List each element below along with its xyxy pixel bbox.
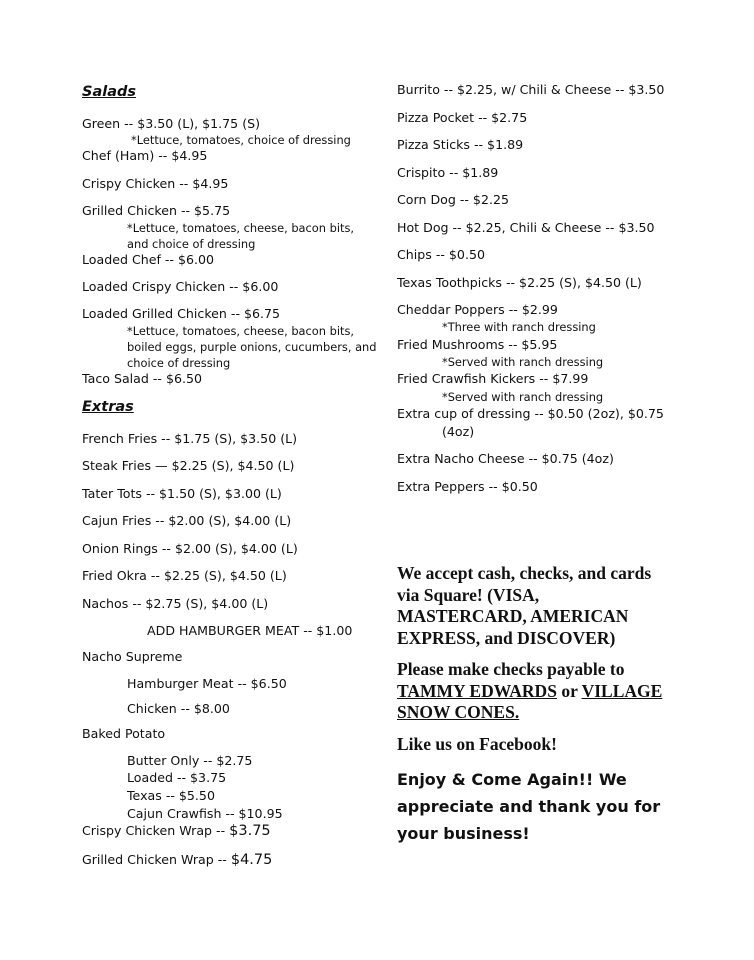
menu-item-ns-hamburger: Hamburger Meat -- $6.50 [127, 676, 287, 691]
menu-item-steak-fries: Steak Fries — $2.25 (S), $4.50 (L) [82, 458, 295, 473]
menu-item-fried-mushrooms: Fried Mushrooms -- $5.95 [397, 337, 558, 352]
payment-info: We accept cash, checks, and cards via Square! (VISA, MASTERCARD, AMERICAN EXPRESS, and DISCOVER) [397, 563, 652, 648]
menu-item-note: *Served with ranch dressing [442, 355, 604, 369]
menu-item-add-hamburger-meat: ADD HAMBURGER MEAT -- $1.00 [147, 623, 353, 638]
extras-heading: Extras [82, 399, 134, 415]
menu-item-texas-toothpicks: Texas Toothpicks -- $2.25 (S), $4.50 (L) [397, 275, 642, 290]
menu-item-hot-dog: Hot Dog -- $2.25, Chili & Cheese -- $3.50 [397, 220, 655, 235]
item-price: $4.75 [230, 852, 273, 868]
check-payee-info: Please make checks payable to TAMMY EDWARDS or VILLAGE SNOW CONES. [397, 659, 663, 722]
menu-item-note: boiled eggs, purple onions, cucumbers, and [127, 340, 377, 354]
menu-item-fried-okra: Fried Okra -- $2.25 (S), $4.50 (L) [82, 568, 287, 583]
menu-item-loaded-chef-salad: Loaded Chef -- $6.00 [82, 252, 215, 267]
item-name: Grilled Chicken Wrap -- [82, 852, 227, 867]
menu-item-extra-dressing: Extra cup of dressing -- $0.50 (2oz), $0.75 [397, 406, 664, 421]
menu-item-taco-salad: Taco Salad -- $6.50 [82, 371, 203, 386]
item-price: $3.75 [229, 823, 271, 839]
menu-item-ns-chicken: Chicken -- $8.00 [127, 701, 230, 716]
menu-item-pizza-pocket: Pizza Pocket -- $2.75 [397, 110, 528, 125]
menu-item-burrito: Burrito -- $2.25, w/ Chili & Cheese -- $3.50 [397, 82, 665, 97]
facebook-note: Like us on Facebook! [397, 734, 557, 754]
menu-item-chips: Chips -- $0.50 [397, 247, 485, 262]
menu-item-baked-potato: Baked Potato [82, 726, 166, 741]
menu-item-note: *Three with ranch dressing [442, 320, 596, 334]
menu-item-note: *Lettuce, tomatoes, choice of dressing [131, 133, 351, 147]
menu-item-grilled-chicken-wrap [82, 852, 272, 868]
menu-item-green-salad: Green -- $3.50 (L), $1.75 (S) [82, 116, 261, 131]
menu-item-extra-peppers: Extra Peppers -- $0.50 [397, 479, 538, 494]
menu-item-chef-salad: Chef (Ham) -- $4.95 [82, 148, 208, 163]
menu-item-loaded-grilled-salad: Loaded Grilled Chicken -- $6.75 [82, 306, 281, 321]
menu-item-grilled-chicken-salad: Grilled Chicken -- $5.75 [82, 203, 231, 218]
menu-item-pizza-sticks: Pizza Sticks -- $1.89 [397, 137, 524, 152]
menu-item-nacho-supreme: Nacho Supreme [82, 649, 183, 664]
menu-item-extra-dressing-cont: (4oz) [442, 424, 475, 439]
menu-item-note: choice of dressing [127, 356, 231, 370]
menu-item-bp-butter: Butter Only -- $2.75 [127, 753, 253, 768]
menu-item-note: *Lettuce, tomatoes, cheese, bacon bits, [127, 324, 355, 338]
salads-heading: Salads [82, 84, 136, 100]
menu-item-crawfish-kickers: Fried Crawfish Kickers -- $7.99 [397, 371, 589, 386]
menu-item-note: *Lettuce, tomatoes, cheese, bacon bits, [127, 221, 355, 235]
menu-item-corn-dog: Corn Dog -- $2.25 [397, 192, 509, 207]
payee-name: VILLAGE [581, 680, 663, 701]
menu-item-onion-rings: Onion Rings -- $2.00 (S), $4.00 (L) [82, 541, 298, 556]
menu-item-tater-tots: Tater Tots -- $1.50 (S), $3.00 (L) [82, 486, 282, 501]
menu-item-crispy-chicken-salad: Crispy Chicken -- $4.95 [82, 176, 229, 191]
menu-item-french-fries: French Fries -- $1.75 (S), $3.50 (L) [82, 431, 298, 446]
menu-item-cheddar-poppers: Cheddar Poppers -- $2.99 [397, 302, 558, 317]
menu-item-extra-nacho-cheese: Extra Nacho Cheese -- $0.75 (4oz) [397, 451, 614, 466]
thank-you-note: Enjoy & Come Again!! We appreciate and thank you for your business! [397, 770, 661, 843]
menu-item-bp-loaded: Loaded -- $3.75 [127, 770, 227, 785]
menu-item-bp-cajun: Cajun Crawfish -- $10.95 [127, 806, 283, 821]
menu-item-note: and choice of dressing [127, 237, 256, 251]
payee-name: SNOW CONES. [397, 702, 520, 722]
payee-name: TAMMY EDWARDS [397, 680, 557, 701]
menu-item-crispy-chicken-wrap [82, 823, 271, 839]
menu-item-nachos: Nachos -- $2.75 (S), $4.00 (L) [82, 596, 269, 611]
menu-item-cajun-fries: Cajun Fries -- $2.00 (S), $4.00 (L) [82, 513, 292, 528]
menu-item-note: *Served with ranch dressing [442, 390, 604, 404]
menu-item-loaded-crispy-salad: Loaded Crispy Chicken -- $6.00 [82, 279, 279, 294]
menu-item-crispito: Crispito -- $1.89 [397, 165, 499, 180]
menu-item-bp-texas: Texas -- $5.50 [127, 788, 215, 803]
item-name: Crispy Chicken Wrap -- [82, 823, 226, 838]
